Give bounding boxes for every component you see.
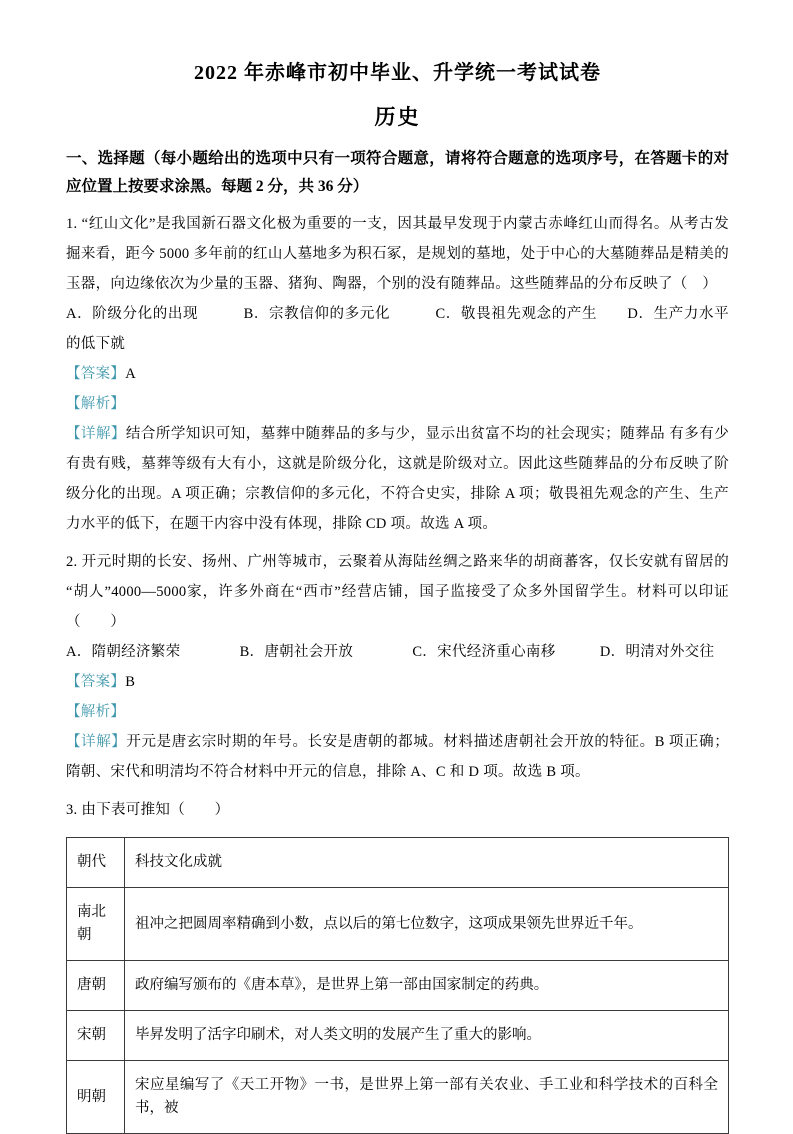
detail-text: 结合所学知识可知，墓葬中随葬品的多与少，显示出贫富不均的社会现实；随葬品 有多有少 有贵有贱，墓葬等级有大有小，这就是阶级分化，这就是阶级对立。因此这些随葬品的分布反映了阶级分化的出现。A 项正确；宗教信仰的多元化，不符合史实，排除 A 项；敬畏祖先观念的产生、生产力水平的低下，在题干内容中没有体现，排除 CD 项。故选 A 项。: [66, 426, 730, 532]
detail-text: 开元是唐玄宗时期的年号。长安是唐朝的都城。材料描述唐朝社会开放的特征。B 项正确；隋朝、宋代和明清均不符合材料中开元的信息，排除 A、C 和 D 项。故选 B 项。: [66, 734, 730, 780]
subject-title: 历史: [374, 105, 421, 129]
question-3: [66, 795, 729, 1134]
dynasty-cell: 明朝: [67, 1061, 125, 1134]
achievement-cell: 宋应星编写了《天工开物》一书，是世界上第一部有关农业、手工业和科学技术的百科全书，被: [125, 1061, 729, 1134]
dynasty-cell: 唐朝: [67, 961, 125, 1011]
table-row: [67, 1011, 729, 1061]
answer-marker: 【答案】: [66, 674, 126, 690]
detail-marker: 【详解】: [66, 734, 127, 750]
question-1: [66, 209, 729, 539]
dynasty-cell: 南北朝: [67, 888, 125, 961]
answer-value: B: [125, 674, 136, 690]
dynasty-cell: 宋朝: [67, 1011, 125, 1061]
achievement-cell: 毕昇发明了活字印刷术，对人类文明的发展产生了重大的影响。: [125, 1011, 729, 1061]
dynasty-cell: 朝代: [67, 838, 125, 888]
dynasty-achievement-table: [66, 837, 729, 1134]
question-1-answer-line: [66, 359, 729, 389]
achievement-cell: 祖冲之把圆周率精确到小数，点以后的第七位数字，这项成果领先世界近千年。: [125, 888, 729, 961]
achievement-cell: 政府编写颁布的《唐本草》，是世界上第一部由国家制定的药典。: [125, 961, 729, 1011]
table-row: [67, 1061, 729, 1134]
question-2: [66, 547, 729, 787]
achievement-cell: 科技文化成就: [125, 838, 729, 888]
table-row: [67, 888, 729, 961]
question-2-stem: 2. 开元时期的长安、扬州、广州等城市，云聚着从海陆丝绸之路来华的胡商蕃客，仅长安就有留居的“胡人”4000—5000家，许多外商在“西市”经营店铺，国子监接受了众多外国留学生。材料可以印证（ ）: [66, 554, 729, 630]
question-2-options: A．隋朝经济繁荣 B．唐朝社会开放 C．宋代经济重心南移 D．明清对外交往: [66, 644, 715, 660]
analysis-marker: 【解析】: [66, 396, 126, 412]
section-heading: 一、选择题（每小题给出的选项中只有一项符合题意，请将符合题意的选项序号，在答题卡的对应位置上按要求涂黑。每题 2 分，共 36 分）: [66, 150, 729, 195]
question-2-detail: [66, 727, 729, 787]
analysis-marker: 【解析】: [66, 704, 126, 720]
question-3-stem: 3. 由下表可推知（ ）: [66, 802, 230, 818]
table-row-header: [67, 838, 729, 888]
detail-marker: 【详解】: [66, 426, 126, 442]
question-2-answer-line: [66, 667, 729, 697]
question-2-analysis-line: [66, 697, 729, 727]
question-1-detail: [66, 419, 729, 539]
question-1-options: A．阶级分化的出现 B．宗教信仰的多元化 C．敬畏祖先观念的产生 D．生产力水平的低下就: [66, 306, 729, 352]
answer-marker: 【答案】: [66, 366, 126, 382]
question-1-stem: 1. “红山文化”是我国新石器文化极为重要的一支，因其最早发现于内蒙古赤峰红山而得名。从考古发掘来看，距今 5000 多年前的红山人墓地多为积石冢，是规划的墓地，处于中心的大墓随葬品是精美的玉器，向边缘依次为少量的玉器、猪狗、陶器，个别的没有随葬品。这些随葬品的分布反映了（ ）: [66, 216, 729, 292]
table-row: [67, 961, 729, 1011]
document-title: 2022 年赤峰市初中毕业、升学统一考试试卷: [194, 62, 601, 84]
question-1-analysis-line: [66, 389, 729, 419]
answer-value: A: [125, 366, 136, 382]
